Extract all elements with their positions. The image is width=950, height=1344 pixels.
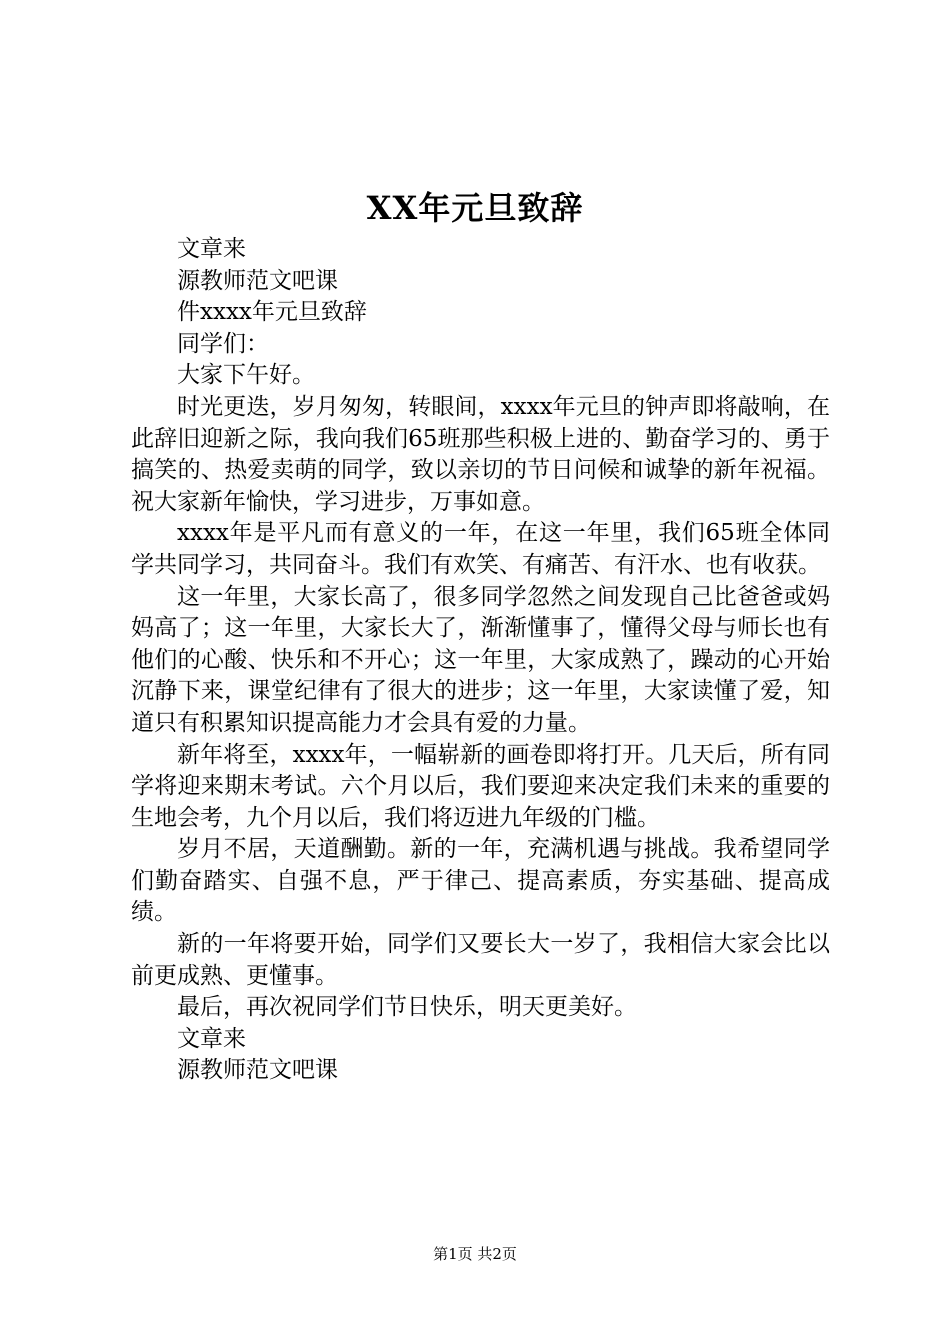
paragraph: 文章来 bbox=[177, 1025, 246, 1052]
paragraph: 岁月不居，天道酬勤。新的一年，充满机遇与挑战。我希望同学们勤奋踏实、自强不息，严于律己、提高素质，夯实基础、提高成绩。 bbox=[131, 836, 830, 926]
paragraph: 源教师范文吧课 bbox=[177, 267, 338, 294]
paragraph: xxxx年是平凡而有意义的一年，在这一年里，我们65班全体同学共同学习，共同奋斗。我们有欢笑、有痛苦、有汗水、也有收获。 bbox=[131, 520, 830, 578]
paragraph: 件xxxx年元旦致辞 bbox=[177, 299, 367, 326]
paragraph: 最后，再次祝同学们节日快乐，明天更美好。 bbox=[177, 994, 637, 1021]
paragraph: 这一年里，大家长高了，很多同学忽然之间发现自己比爸爸或妈妈高了；这一年里，大家长大了，渐渐懂事了，懂得父母与师长也有他们的心酸、快乐和不开心；这一年里，大家成熟了，躁动的心开始沉静下来，课堂纪律有了很大的进步；这一年里，大家读懂了爱，知道只有积累知识提高能力才会具有爱的力量。 bbox=[131, 583, 830, 736]
document-title: XX年元旦致辞 bbox=[366, 189, 584, 227]
paragraph: 源教师范文吧课 bbox=[177, 1057, 338, 1084]
document-body bbox=[131, 234, 830, 1087]
paragraph: 新的一年将要开始，同学们又要长大一岁了，我相信大家会比以前更成熟、更懂事。 bbox=[131, 931, 830, 989]
paragraph: 新年将至，xxxx年，一幅崭新的画卷即将打开。几天后，所有同学将迎来期末考试。六个月以后，我们要迎来决定我们未来的重要的生地会考，九个月以后，我们将迈进九年级的门槛。 bbox=[131, 741, 830, 831]
page-number-footer: 第1页 共2页 bbox=[433, 1245, 517, 1263]
paragraph: 文章来 bbox=[177, 236, 246, 262]
paragraph: 时光更迭，岁月匆匆，转眼间，xxxx年元旦的钟声即将敲响，在此辞旧迎新之际，我向我们65班那些积极上进的、勤奋学习的、勇于搞笑的、热爱卖萌的同学，致以亲切的节日问候和诚挚的新年祝福。祝大家新年愉快，学习进步，万事如意。 bbox=[131, 393, 830, 515]
greeting: 同学们： bbox=[177, 330, 269, 357]
paragraph: 大家下午好。 bbox=[177, 362, 315, 389]
